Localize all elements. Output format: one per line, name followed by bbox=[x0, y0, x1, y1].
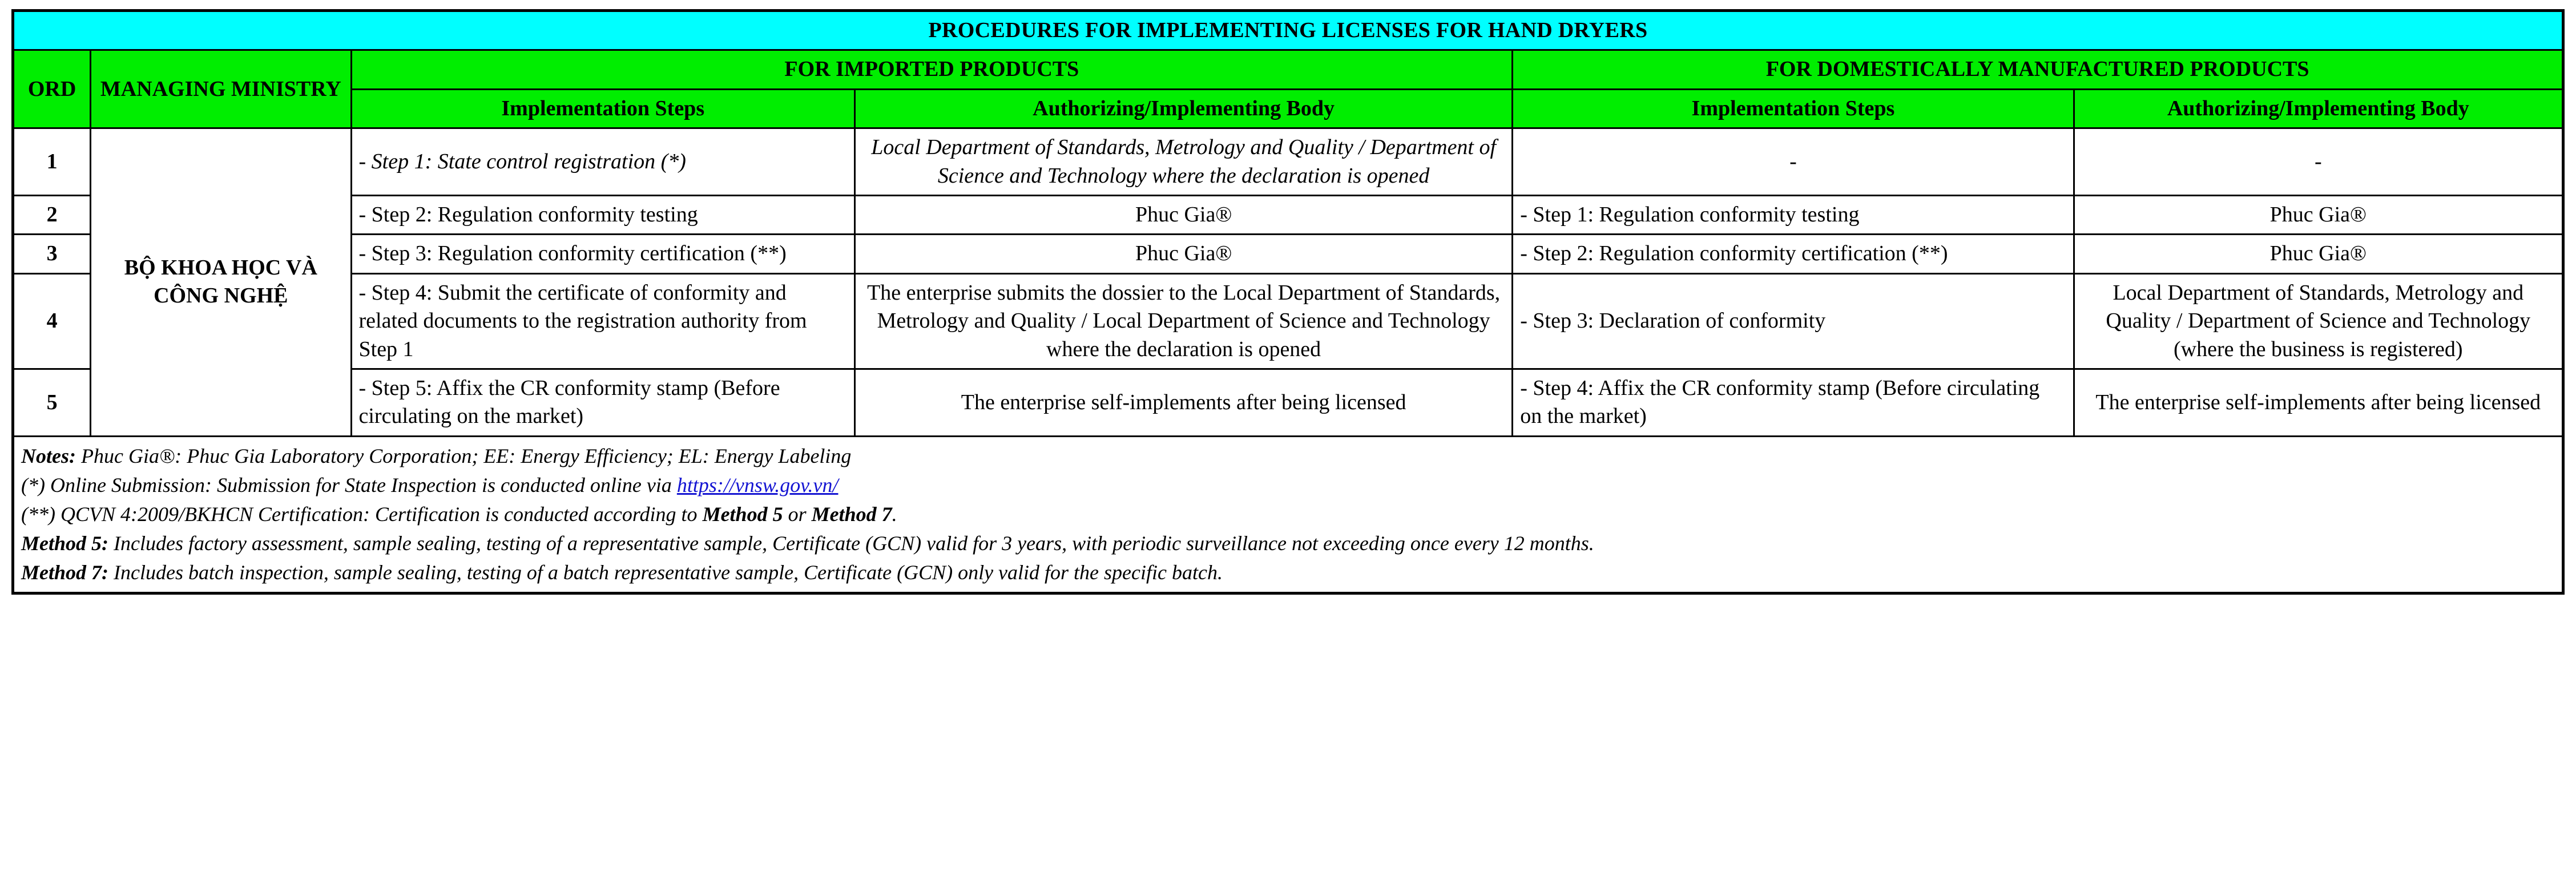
note-line-qcvn-certification bbox=[21, 500, 2555, 529]
note-line-method-7 bbox=[21, 558, 2555, 587]
table-row bbox=[13, 369, 2563, 436]
cell-imported-step: - Step 2: Regulation conformity testing bbox=[351, 195, 854, 234]
column-header-domestic-steps: Implementation Steps bbox=[1513, 89, 2074, 128]
header-row-group bbox=[13, 50, 2563, 89]
cell-domestic-body: Phuc Gia® bbox=[2074, 195, 2563, 234]
notes-row bbox=[13, 436, 2563, 594]
cell-domestic-step: - bbox=[1513, 128, 2074, 196]
notes-label: Notes: bbox=[21, 444, 76, 467]
notes-definitions-text: Phuc Gia®: Phuc Gia Laboratory Corporation; EE: Energy Efficiency; EL: Energy Labeling bbox=[75, 444, 852, 467]
cell-domestic-step: - Step 2: Regulation conformity certification (**) bbox=[1513, 235, 2074, 273]
cell-imported-body: Phuc Gia® bbox=[854, 235, 1512, 273]
method-7-text: Includes batch inspection, sample sealing, testing of a batch representative sample, Certificate (GCN) only valid for the specific batch. bbox=[108, 561, 1223, 584]
table-row bbox=[13, 273, 2563, 369]
method-7-label: Method 7: bbox=[21, 561, 108, 584]
method-5-label: Method 5: bbox=[21, 532, 108, 555]
cell-domestic-body: The enterprise self-implements after being licensed bbox=[2074, 369, 2563, 436]
column-header-imported-body: Authorizing/Implementing Body bbox=[854, 89, 1512, 128]
row-ord: 2 bbox=[13, 195, 91, 234]
column-header-domestic-body: Authorizing/Implementing Body bbox=[2074, 89, 2563, 128]
row-ord: 1 bbox=[13, 128, 91, 196]
note-method-conjunction: or bbox=[783, 502, 812, 526]
group-header-imported: FOR IMPORTED PRODUCTS bbox=[351, 50, 1513, 89]
page-title: PROCEDURES FOR IMPLEMENTING LICENSES FOR HAND DRYERS bbox=[13, 11, 2563, 50]
notes-section bbox=[13, 436, 2563, 594]
note-line-method-5 bbox=[21, 529, 2555, 558]
cell-domestic-step: - Step 1: Regulation conformity testing bbox=[1513, 195, 2074, 234]
cell-imported-step: - Step 4: Submit the certificate of conformity and related documents to the registration authority from Step 1 bbox=[351, 273, 854, 369]
note-online-submission-text: (*) Online Submission: Submission for State Inspection is conducted online via bbox=[21, 473, 677, 496]
cell-imported-body: Local Department of Standards, Metrology and Quality / Department of Science and Technology where the declaration is opened bbox=[854, 128, 1512, 196]
table-title-row bbox=[13, 11, 2563, 50]
cell-imported-body: The enterprise self-implements after being licensed bbox=[854, 369, 1512, 436]
cell-imported-step: - Step 1: State control registration (*) bbox=[351, 128, 854, 196]
cell-imported-body: The enterprise submits the dossier to the Local Department of Standards, Metrology and Quality / Local Department of Science and Technology where the declaration is opened bbox=[854, 273, 1512, 369]
note-method-7-ref: Method 7 bbox=[811, 502, 892, 526]
note-qcvn-text: (**) QCVN 4:2009/BKHCN Certification: Certification is conducted according to bbox=[21, 502, 703, 526]
cell-domestic-body: - bbox=[2074, 128, 2563, 196]
row-ord: 3 bbox=[13, 235, 91, 273]
cell-domestic-body: Local Department of Standards, Metrology and Quality / Department of Science and Technology (where the business is registered) bbox=[2074, 273, 2563, 369]
procedures-table bbox=[11, 9, 2565, 595]
column-header-imported-steps: Implementation Steps bbox=[351, 89, 854, 128]
table-row bbox=[13, 128, 2563, 196]
cell-imported-step: - Step 3: Regulation conformity certification (**) bbox=[351, 235, 854, 273]
row-ord: 5 bbox=[13, 369, 91, 436]
ministry-cell: BỘ KHOA HỌC VÀ CÔNG NGHỆ bbox=[91, 128, 351, 437]
note-qcvn-period: . bbox=[892, 502, 897, 526]
column-header-ord: ORD bbox=[13, 50, 91, 128]
note-line-online-submission bbox=[21, 471, 2555, 500]
method-5-text: Includes factory assessment, sample sealing, testing of a representative sample, Certificate (GCN) valid for 3 years, with periodic surveillance not exceeding once every 12 months. bbox=[108, 532, 1594, 555]
header-row-sub bbox=[13, 89, 2563, 128]
table-row bbox=[13, 195, 2563, 234]
note-line-definitions bbox=[21, 442, 2555, 471]
cell-domestic-step: - Step 4: Affix the CR conformity stamp (Before circulating on the market) bbox=[1513, 369, 2074, 436]
cell-domestic-body: Phuc Gia® bbox=[2074, 235, 2563, 273]
group-header-domestic: FOR DOMESTICALLY MANUFACTURED PRODUCTS bbox=[1513, 50, 2563, 89]
vnsw-portal-link[interactable]: https://vnsw.gov.vn/ bbox=[676, 473, 838, 496]
row-ord: 4 bbox=[13, 273, 91, 369]
cell-imported-body: Phuc Gia® bbox=[854, 195, 1512, 234]
cell-imported-step: - Step 5: Affix the CR conformity stamp (Before circulating on the market) bbox=[351, 369, 854, 436]
note-method-5-ref: Method 5 bbox=[702, 502, 783, 526]
table-row bbox=[13, 235, 2563, 273]
cell-domestic-step: - Step 3: Declaration of conformity bbox=[1513, 273, 2074, 369]
column-header-managing-ministry: MANAGING MINISTRY bbox=[91, 50, 351, 128]
